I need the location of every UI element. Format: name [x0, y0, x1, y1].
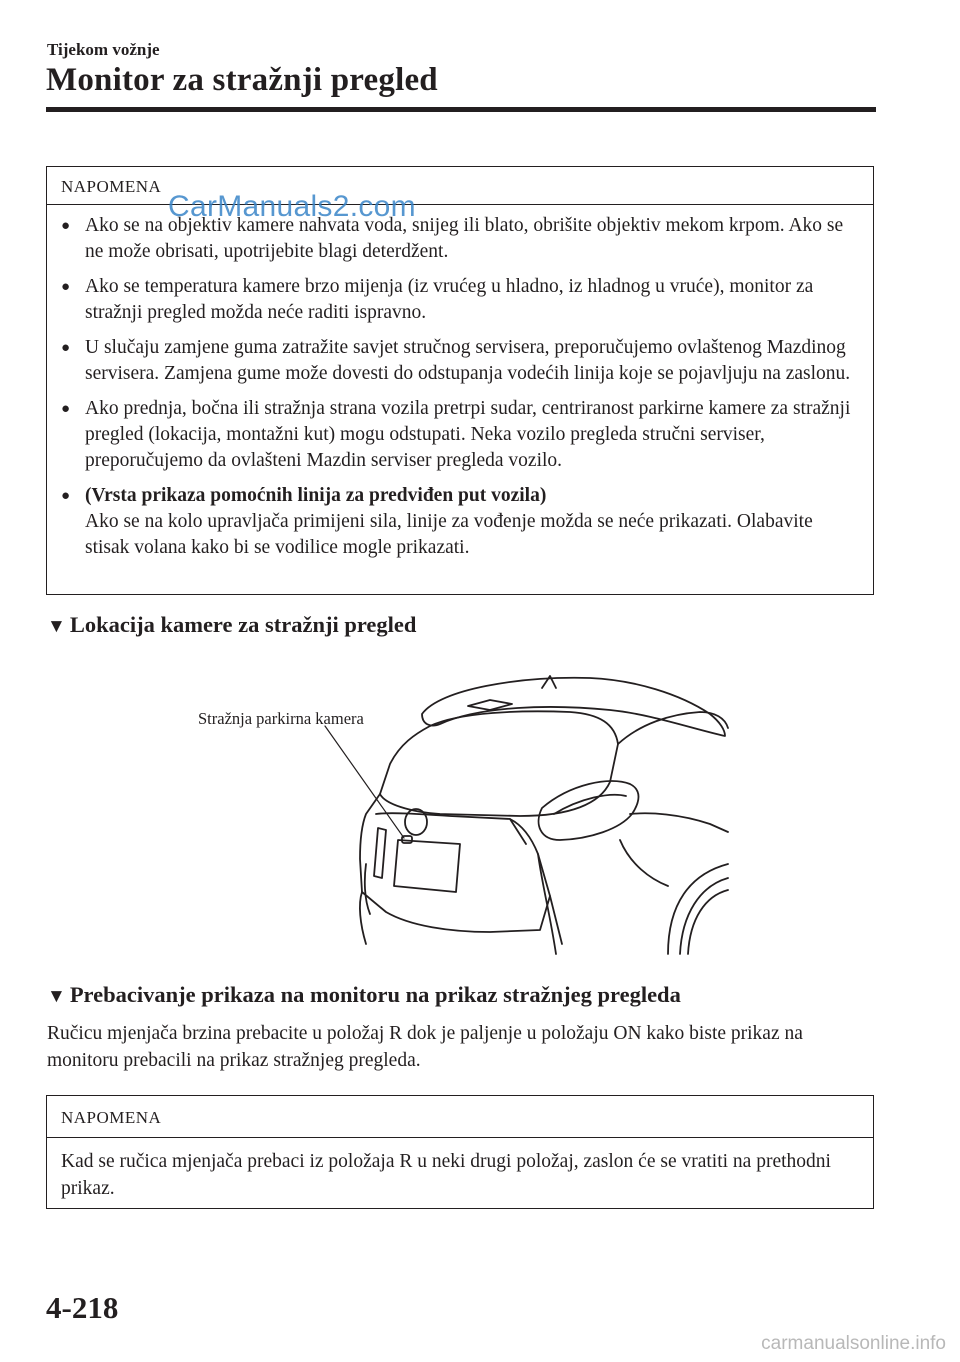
section-heading — [47, 612, 416, 638]
bullet-icon: ● — [61, 340, 71, 356]
note-item-text: Ako se na objektiv kamere nahvata voda, snijeg ili blato, obrišite objektiv mekom krpom. Ako se ne može obrisati, upotrijebite blagi deterdžent. — [85, 215, 844, 262]
bullet-icon: ● — [61, 218, 71, 234]
note-item — [61, 335, 859, 387]
license-plate — [394, 840, 460, 892]
footer-site: carmanualsonline.info — [761, 1333, 946, 1354]
page-number: 4-218 — [46, 1290, 119, 1325]
note-item-bold: (Vrsta prikaza pomoćnih linija za predviđen put vozila) — [85, 485, 547, 506]
triangle-down-icon: ▼ — [47, 616, 66, 637]
section-heading-text: Lokacija kamere za stražnji pregled — [69, 612, 417, 637]
note-item-text: Ako se temperatura kamere brzo mijenja (iz vrućeg u hladno, iz hladnog u vruće), monitor za stražnji pregled možda neće raditi ispravno. — [85, 276, 814, 323]
spoiler-outline — [422, 678, 725, 736]
section-heading-text: Prebacivanje prikaza na monitoru na prikaz stražnjeg pregleda — [69, 982, 681, 1007]
wheel-arch — [668, 864, 728, 954]
note-heading: NAPOMENA — [47, 167, 873, 205]
note-body — [47, 205, 873, 571]
note-body — [47, 1138, 873, 1210]
note-item — [61, 274, 859, 326]
note-item-text: Ako prednja, bočna ili stražnja strana vozila pretrpi sudar, centriranost parkirne kamere za stražnji pregled (lokacija, montažni kut) mogu odstupati. Neka vozilo pregleda stručni serviser, preporučujemo da ovlašteni Mazdin serviser pregleda vozilo. — [85, 398, 851, 471]
note-box — [46, 1095, 874, 1209]
title-rule — [46, 107, 876, 112]
note-item — [61, 483, 859, 561]
bullet-icon: ● — [61, 488, 71, 504]
note-item — [61, 396, 859, 474]
tail-light — [539, 781, 639, 840]
bumper — [360, 892, 366, 944]
note-heading: NAPOMENA — [47, 1096, 873, 1138]
triangle-down-icon: ▼ — [47, 986, 66, 1007]
body-right — [618, 712, 728, 744]
plate-recess — [374, 828, 386, 878]
rear-camera-illustration — [190, 664, 730, 956]
watermark: CarManuals2.com — [168, 190, 416, 223]
section-heading — [47, 982, 681, 1008]
page-title: Monitor za stražnji pregled — [46, 62, 438, 98]
note-item-text: Ako se na kolo upravljača primijeni sila, linije za vođenje možda se neće prikazati. Olabavite stisak volana kako bi se vodilice mogle prikazati. — [85, 511, 813, 558]
bullet-icon: ● — [61, 279, 71, 295]
body-paragraph: Ručicu mjenjača brzina prebacite u položaj R dok je paljenje u položaju ON kako biste prikaz na monitoru prebacili na prikaz stražnjeg pregleda. — [47, 1023, 803, 1071]
section-label: Tijekom vožnje — [47, 40, 160, 59]
figure-callout: Stražnja parkirna kamera — [198, 709, 364, 728]
note-item-text: U slučaju zamjene guma zatražite savjet stručnog servisera, preporučujemo ovlaštenog Mazdinog servisera. Zamjena gume može dovesti do odstupanja vodećih linija koje se pojavljuju na zaslonu. — [85, 337, 851, 384]
emblem — [405, 809, 427, 835]
note-box — [46, 166, 874, 595]
bullet-icon: ● — [61, 401, 71, 417]
note-text: Kad se ručica mjenjača prebaci iz položaja R u neki drugi položaj, zaslon će se vratiti na prethodni prikaz. — [61, 1151, 831, 1199]
